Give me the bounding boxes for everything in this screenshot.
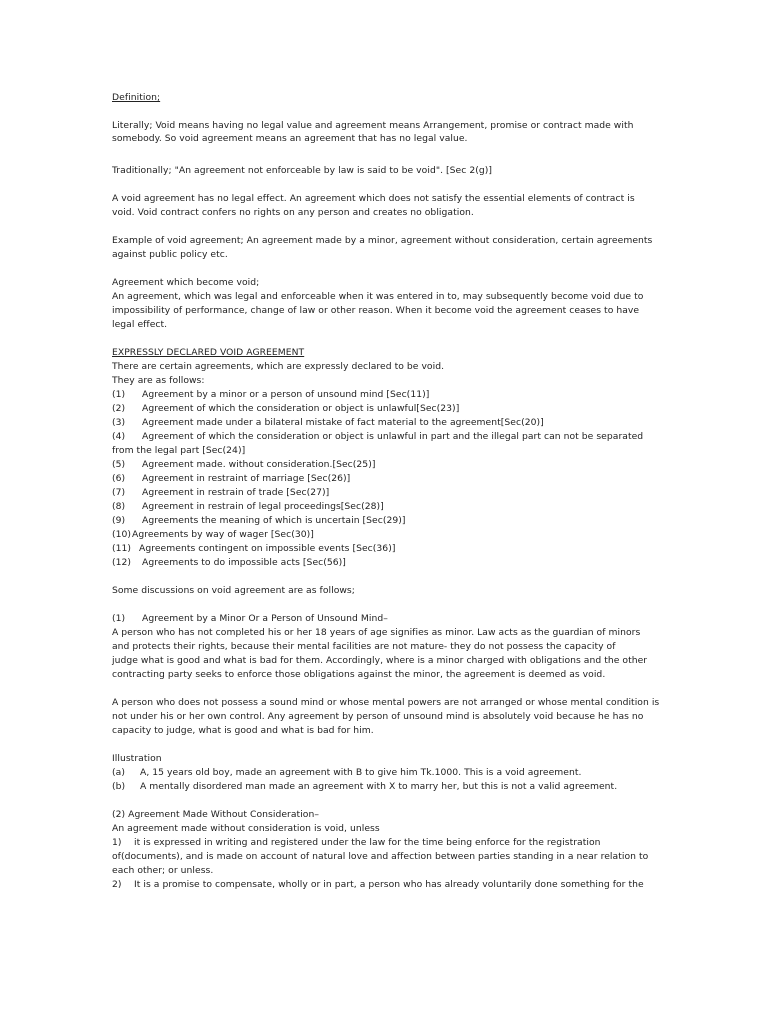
unsound-line-3: capacity to judge, what is good and what is bad for him. — [112, 725, 374, 736]
consideration-item-1: 1) it is expressed in writing and registered under the law for the time being enforce for the registration — [112, 837, 601, 848]
list-item: (8) Agreement in restrain of legal proceedings[Sec(28)] — [112, 501, 384, 512]
definition-heading: Definition; — [112, 92, 161, 103]
list-item: (3) Agreement made under a bilateral mistake of fact material to the agreement[Sec(20)] — [112, 417, 544, 428]
minor-line-3: judge what is good and what is bad for them. Accordingly, where is a minor charged with obligations and the other — [112, 655, 648, 666]
list-item: (9) Agreements the meaning of which is uncertain [Sec(29)] — [112, 515, 406, 526]
list-item: (1) Agreement by a minor or a person of unsound mind [Sec(11)] — [112, 389, 430, 400]
unsound-line-1: A person who does not possess a sound mind or whose mental powers are not arranged or whose mental condition is — [112, 697, 660, 708]
example-line-2: against public policy etc. — [112, 249, 228, 260]
unsound-line-2: not under his or her own control. Any agreement by person of unsound mind is absolutely void because he has no — [112, 711, 644, 722]
void-effect-line-2: void. Void contract confers no rights on any person and creates no obligation. — [112, 207, 474, 218]
illustration-item-a: (a) A, 15 years old boy, made an agreement with B to give him Tk.1000. This is a void agreement. — [112, 767, 582, 778]
consideration-heading: (2) Agreement Made Without Consideration– — [112, 809, 320, 820]
illustration-heading: Illustration — [112, 753, 162, 764]
literally-line-1: Literally; Void means having no legal value and agreement means Arrangement, promise or contract made with — [112, 120, 634, 131]
list-item: (5) Agreement made. without consideration.[Sec(25)] — [112, 459, 376, 470]
list-item: (7) Agreement in restrain of trade [Sec(27)] — [112, 487, 330, 498]
consideration-line-3: of(documents), and is made on account of natural love and affection between parties standing in a near relation to — [112, 851, 649, 862]
minor-heading: (1) Agreement by a Minor Or a Person of Unsound Mind– — [112, 613, 388, 624]
list-item: (4) Agreement of which the consideration or object is unlawful in part and the illegal part can not be separated — [112, 431, 644, 442]
void-effect-line-1: A void agreement has no legal effect. An agreement which does not satisfy the essential elements of contract is — [112, 193, 635, 204]
literally-line-2: somebody. So void agreement means an agreement that has no legal value. — [112, 133, 468, 144]
become-void-heading: Agreement which become void; — [112, 277, 260, 288]
consideration-item-2: 2) It is a promise to compensate, wholly or in part, a person who has already voluntarily done something for the — [112, 879, 644, 890]
discussions-line: Some discussions on void agreement are as follows; — [112, 585, 355, 596]
list-item: (11) Agreements contingent on impossible events [Sec(36)] — [112, 543, 396, 554]
expressly-heading: EXPRESSLY DECLARED VOID AGREEMENT — [112, 347, 305, 358]
list-item-continuation: from the legal part [Sec(24)] — [112, 445, 246, 456]
expressly-line-1: There are certain agreements, which are expressly declared to be void. — [112, 361, 445, 372]
consideration-line-4: each other; or unless. — [112, 865, 214, 876]
expressly-line-2: They are as follows: — [112, 375, 205, 386]
list-item: (10)Agreements by way of wager [Sec(30)] — [112, 529, 314, 540]
illustration-item-b: (b) A mentally disordered man made an agreement with X to marry her, but this is not a valid agreement. — [112, 781, 618, 792]
example-line-1: Example of void agreement; An agreement made by a minor, agreement without consideration, certain agreements — [112, 235, 653, 246]
minor-line-2: and protects their rights, because their mental facilities are not mature- they do not possess the capacity of — [112, 641, 616, 652]
list-item: (2) Agreement of which the consideration or object is unlawful[Sec(23)] — [112, 403, 460, 414]
become-void-line-2: impossibility of performance, change of law or other reason. When it become void the agreement ceases to have — [112, 305, 640, 316]
become-void-line-1: An agreement, which was legal and enforceable when it was entered in to, may subsequently become void due to — [112, 291, 644, 302]
consideration-line-1: An agreement made without consideration is void, unless — [112, 823, 380, 834]
list-item: (6) Agreement in restraint of marriage [Sec(26)] — [112, 473, 351, 484]
minor-line-1: A person who has not completed his or her 18 years of age signifies as minor. Law acts as the guardian of minors — [112, 627, 641, 638]
list-item: (12) Agreements to do impossible acts [Sec(56)] — [112, 557, 346, 568]
become-void-line-3: legal effect. — [112, 319, 168, 330]
traditionally-line: Traditionally; "An agreement not enforceable by law is said to be void". [Sec 2(g)] — [112, 165, 493, 176]
minor-line-4: contracting party seeks to enforce those obligations against the minor, the agreement is deemed as void. — [112, 669, 606, 680]
